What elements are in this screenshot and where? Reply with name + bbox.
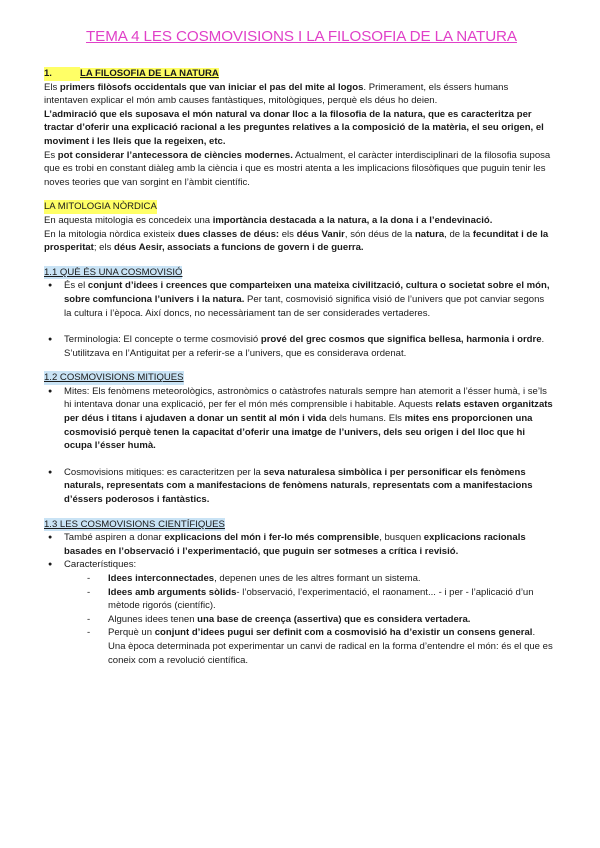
list-item: ● És el conjunt d’idees i creences que comparteixen una mateixa civilització, cultura o societat sobre el món, sobre comfunciona l’univers i la natura. Per tant, cosmovisió significa visió de l’univers que pot canviar segons la cultura i l’època. Així doncs, no necessàriament tan de ser considerades vertaderes. bbox=[44, 279, 554, 320]
section-1-title: LA FILOSOFIA DE LA NATURA bbox=[80, 68, 219, 79]
mitologia-paragraph-1: En aquesta mitologia es concedeix una importància destacada a la natura, a la dona i a l’endevinació. bbox=[44, 214, 493, 226]
section-1-3-heading: 1.3 LES COSMOVISIONS CIENTÍFIQUES bbox=[44, 518, 225, 530]
list-item: ● Cosmovisions mitiques: es caracteritzen per la seva naturalesa simbòlica i per personificar els fenòmens naturals, representats com a manifestacions de fenòmens naturals, representats com a manifestacions d’éssers poderosos i fantàstics. bbox=[44, 466, 554, 507]
list-item: - Perquè un conjunt d’idees pugui ser definit com a cosmovisió ha d’existir un consens general. Una època determinada pot experimentar un canvi de radical en la forma d’entendre el món: és el que es coneix com a revolució científica. bbox=[84, 626, 554, 667]
section-1-2-heading: 1.2 COSMOVISIONS MITIQUES bbox=[44, 372, 184, 384]
document-body bbox=[44, 67, 554, 667]
list-item: ● Característiques: bbox=[44, 558, 554, 572]
mitologia-paragraph-2: En la mitologia nòrdica existeix dues classes de déus: els déus Vanir, són déus de la natura, de la fecunditat i de la prosperitat; els déus Aesir, associats a funcions de govern i de guerra. bbox=[44, 228, 549, 254]
list-item: - Algunes idees tenen una base de creença (assertiva) que es considera vertadera. bbox=[84, 613, 554, 627]
list-item: ● També aspiren a donar explicacions del món i fer-lo més comprensible, busquen explicacions racionals basades en l’observació i l’experimentació, que puguin ser sotmeses a crítica i revisió. bbox=[44, 531, 554, 558]
section-1-paragraph-1: Els primers filòsofs occidentals que van iniciar el pas del mite al logos. Primerament, els éssers humans intentaven explicar el món amb causes fantàstiques, mitològiques, perquè els déus ho deien. bbox=[44, 81, 509, 107]
section-1-1-heading: 1.1 QUÈ ÉS UNA COSMOVISIÓ bbox=[44, 266, 183, 278]
section-1-1-list bbox=[44, 279, 554, 320]
list-item: ● Terminologia: El concepte o terme cosmovisió prové del grec cosmos que significa bellesa, harmonia i ordre. S’utilitzava en l’Antiguitat per a referir-se a l’univers, que es considerava ordenat. bbox=[44, 333, 554, 360]
section-1-paragraph-3: Es pot considerar l’antecessora de ciències modernes. Actualment, el caràcter interdisciplinari de la filosofia suposa que es trobi en constant diàleg amb la ciència i que es mostri atenta a les implicacions filosòfiques que puguin tenir les noves teories que van sorgint en l’àmbit científic. bbox=[44, 149, 551, 188]
section-1-number: 1. bbox=[44, 67, 80, 81]
section-1-heading bbox=[44, 67, 554, 81]
list-item: - Idees amb arguments sòlids- l’observació, l’experimentació, el raonament... - i per - l’aplicació d’un mètode rigorós (científic). bbox=[84, 586, 554, 613]
section-1-3-list bbox=[44, 531, 554, 572]
characteristics-list bbox=[84, 572, 554, 667]
document-title: TEMA 4 LES COSMOVISIONS I LA FILOSOFIA DE LA NATURA bbox=[86, 28, 517, 45]
list-item: - Idees interconnectades, depenen unes de les altres formant un sistema. bbox=[84, 572, 554, 586]
list-item: ● Mites: Els fenòmens meteorològics, astronòmics o catàstrofes naturals sempre han atemorit a l’ésser humà, i se’ls hi intentava donar una explicació, per fer el món més comprensible i habitable. Aquests relats estaven organitzats per déus i titans i ajudaven a donar un sentit al món i vida dels humans. Els mites ens proporcionen una cosmovisió perquè tenen la capacitat d’oferir una imatge de l’univers, dels seu origen i del lloc que hi ocupa l’ésser humà. bbox=[44, 385, 554, 453]
section-1-2-list bbox=[44, 385, 554, 453]
section-1-paragraph-2: L’admiració que els suposava el món natural va donar lloc a la filosofia de la natura, que es caracteritza per tractar d’oferir una explicació racional a les preguntes relatives a la composició de la matèria, el seu origen, el moviment i les lleis que la regeixen, etc. bbox=[44, 108, 544, 147]
mitologia-heading: LA MITOLOGIA NÒRDICA bbox=[44, 201, 157, 213]
